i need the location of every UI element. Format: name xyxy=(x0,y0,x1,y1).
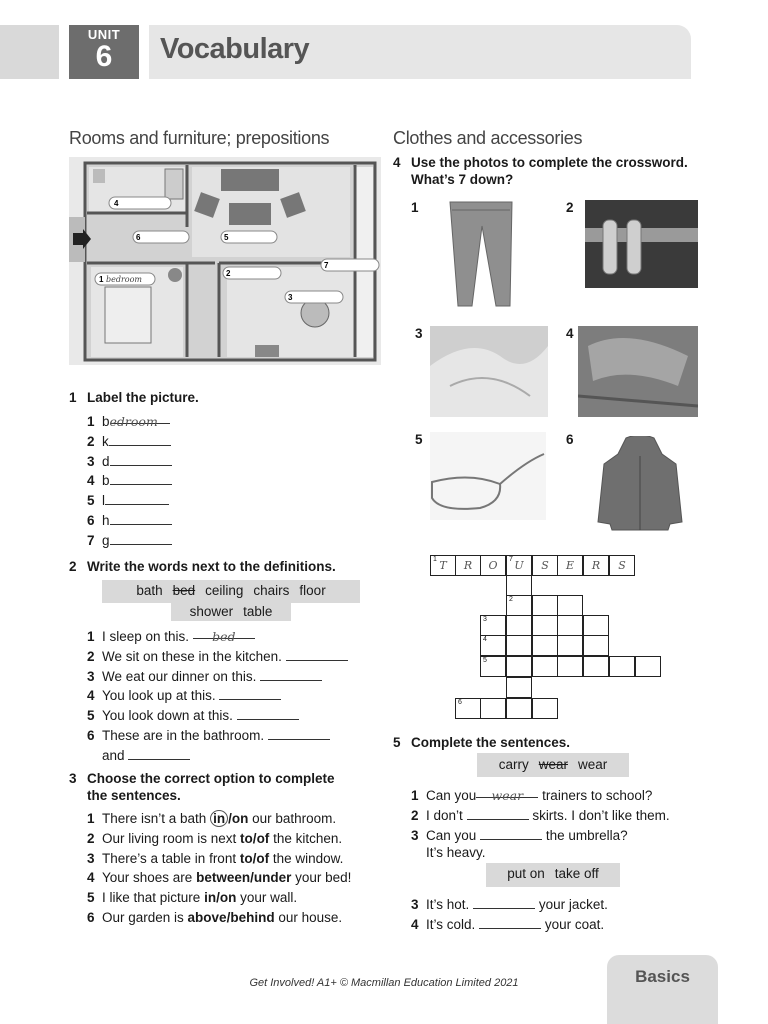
exercise-5-heading xyxy=(393,735,570,750)
floorplan-label-6: 6 xyxy=(136,233,141,242)
list-item: 4 Your shoes are between/under your bed! xyxy=(87,870,352,886)
crossword-cell[interactable]: 6 xyxy=(455,698,481,719)
list-item: 4 b xyxy=(87,471,172,491)
copyright-credit: Get Involved! A1+ © Macmillan Education Limited 2021 xyxy=(249,977,519,989)
list-item: 1 Can you wear trainers to school? xyxy=(411,788,653,803)
list-item: 3 We eat our dinner on this. xyxy=(87,667,348,687)
exercise-2-instruction: Write the words next to the definitions. xyxy=(87,559,336,574)
exercise-2-heading xyxy=(69,559,336,574)
exercise-1-heading xyxy=(69,390,199,405)
option[interactable]: in xyxy=(204,890,217,906)
crossword-cell[interactable] xyxy=(506,698,532,719)
crossword-cell[interactable] xyxy=(532,698,558,719)
crossword-cell[interactable] xyxy=(532,635,558,656)
list-item: 4 You look up at this. xyxy=(87,686,348,706)
crossword-cell[interactable]: S xyxy=(609,555,635,576)
word-take-off: take off xyxy=(554,866,599,881)
answer-field[interactable] xyxy=(110,533,172,545)
option[interactable]: on xyxy=(219,890,237,906)
exercise-3-heading xyxy=(69,770,335,804)
unit-label: UNIT xyxy=(87,27,121,42)
floorplan-label-5: 5 xyxy=(224,233,229,242)
zip-photo xyxy=(585,200,698,288)
list-item: 6 h xyxy=(87,511,172,531)
exercise-3-list xyxy=(87,809,351,928)
option[interactable]: under xyxy=(253,870,292,886)
photo-label-1: 1 xyxy=(411,200,419,215)
crossword-cell[interactable] xyxy=(506,575,532,596)
word-ceiling: ceiling xyxy=(205,583,244,598)
answer-field[interactable] xyxy=(110,473,172,485)
exercise-4-instruction-line2: What’s 7 down? xyxy=(411,172,514,187)
crossword-cell[interactable]: 3 xyxy=(480,615,506,636)
pocket-photo xyxy=(578,326,698,417)
crossword-cell[interactable]: E xyxy=(557,555,583,576)
list-item: 6 Our garden is above/behind our house. xyxy=(87,909,343,925)
crossword-cell[interactable]: O xyxy=(480,555,506,576)
crossword-cell[interactable] xyxy=(557,656,583,677)
crossword-cell[interactable]: S xyxy=(532,555,558,576)
list-item: 3 Can you the umbrella? xyxy=(411,827,628,843)
word-bath: bath xyxy=(136,583,163,598)
crossword-cell[interactable]: 7 U xyxy=(506,555,532,576)
collar-photo xyxy=(430,326,548,417)
section-title-clothes: Clothes and accessories xyxy=(393,128,583,148)
exercise-1-list xyxy=(87,412,172,551)
option[interactable]: above xyxy=(187,909,227,925)
exercise-2-number: 2 xyxy=(69,559,77,574)
list-item: 4 It’s cold. your coat. xyxy=(411,916,605,932)
floorplan-label-1: 1 xyxy=(99,275,104,284)
floorplan-label-7: 7 xyxy=(324,261,329,270)
crossword-cell[interactable] xyxy=(480,698,506,719)
photo-label-4: 4 xyxy=(566,326,574,341)
crossword-cell[interactable]: 5 xyxy=(480,656,506,677)
crossword-cell[interactable]: 4 xyxy=(480,635,506,656)
answer-field[interactable] xyxy=(109,434,171,446)
list-item: 2 We sit on these in the kitchen. xyxy=(87,647,348,667)
word-bed: bed xyxy=(172,583,196,598)
exercise-4-number: 4 xyxy=(393,155,401,170)
crossword-cell[interactable] xyxy=(583,656,609,677)
word-floor: floor xyxy=(299,583,326,598)
option[interactable]: behind xyxy=(230,909,275,925)
unit-number: 6 xyxy=(95,40,113,73)
exercise-1-number: 1 xyxy=(69,390,77,405)
list-item: 6 These are in the bathroom. xyxy=(87,726,348,746)
option[interactable]: of xyxy=(256,850,270,866)
glasses-photo xyxy=(430,432,546,520)
answer-field[interactable] xyxy=(110,454,172,466)
answer-field[interactable]: bed xyxy=(193,627,255,639)
floorplan-illustration xyxy=(69,157,381,365)
answer-field[interactable] xyxy=(260,669,322,681)
crossword-cell[interactable] xyxy=(583,615,609,636)
exercise-5-number: 5 xyxy=(393,735,401,750)
list-item: 3 There’s a table in front to/of the window. xyxy=(87,850,344,866)
crossword-cell[interactable] xyxy=(532,615,558,636)
floorplan-label-2: 2 xyxy=(226,269,231,278)
crossword-cell[interactable] xyxy=(557,615,583,636)
exercise-4-instruction: Use the photos to complete the crossword. xyxy=(411,155,688,170)
answer-field[interactable] xyxy=(128,748,190,760)
crossword-cell[interactable]: 1 T xyxy=(430,555,456,576)
header-side-block xyxy=(0,25,59,79)
word-shower: shower xyxy=(189,604,234,619)
answer-field[interactable] xyxy=(268,728,330,740)
exercise-3-instruction: Choose the correct option to complete xyxy=(87,771,335,786)
option[interactable]: to xyxy=(240,830,253,846)
photo-label-3: 3 xyxy=(415,326,423,341)
photo-label-6: 6 xyxy=(566,432,574,447)
crossword-cell[interactable] xyxy=(609,656,635,677)
crossword-cell[interactable] xyxy=(532,595,558,616)
list-item: 5 You look down at this. xyxy=(87,706,348,726)
crossword-cell[interactable] xyxy=(506,615,532,636)
word-box-3 xyxy=(477,753,629,777)
exercise-5-list-1 xyxy=(411,786,670,860)
option[interactable]: to xyxy=(239,850,253,866)
page-title: Vocabulary xyxy=(160,33,310,65)
list-item: 5 l xyxy=(87,491,172,511)
word-box-2 xyxy=(171,603,291,621)
list-item-continued: It’s heavy. xyxy=(426,845,486,861)
list-item: 1 I sleep on this. bed xyxy=(87,627,348,647)
trousers-photo xyxy=(440,200,520,308)
list-item-continued: and xyxy=(87,746,348,766)
crossword-cell[interactable] xyxy=(557,595,583,616)
crossword-cell[interactable]: R xyxy=(455,555,481,576)
list-item: 7 g xyxy=(87,531,172,551)
crossword-cell[interactable] xyxy=(506,677,532,698)
exercise-3-number: 3 xyxy=(69,771,77,786)
list-item: 5 I like that picture in/on your wall. xyxy=(87,890,298,906)
word-put-on: put on xyxy=(507,866,545,881)
crossword-cell[interactable] xyxy=(583,635,609,656)
answer-field[interactable] xyxy=(479,917,541,929)
answer-field[interactable]: wear xyxy=(476,786,538,798)
photo-label-5: 5 xyxy=(415,432,423,447)
option-circled[interactable]: in xyxy=(210,810,228,827)
floorplan-label-1-answer: bedroom xyxy=(106,275,143,284)
exercise-2-list xyxy=(87,627,348,766)
floorplan-label-4: 4 xyxy=(114,199,119,208)
crossword-cell[interactable]: R xyxy=(583,555,609,576)
crossword-cell[interactable] xyxy=(532,656,558,677)
list-item: 3 d xyxy=(87,452,172,472)
list-item: 3 It’s hot. your jacket. xyxy=(411,897,608,912)
coat-photo xyxy=(596,436,684,532)
option[interactable]: on xyxy=(231,811,249,826)
answer-field[interactable]: edroom xyxy=(110,412,170,424)
floorplan-label-3: 3 xyxy=(288,293,293,302)
answer-field[interactable] xyxy=(110,513,172,525)
exercise-4-heading xyxy=(393,154,688,188)
list-item: 2 I don’t skirts. I don’t like them. xyxy=(411,807,670,823)
answer-field[interactable] xyxy=(219,688,281,700)
crossword-cell[interactable]: 2 xyxy=(506,595,532,616)
answer-field[interactable] xyxy=(237,708,299,720)
exercise-5-instruction: Complete the sentences. xyxy=(411,735,571,750)
word-chairs: chairs xyxy=(253,583,290,598)
answer-field[interactable] xyxy=(473,897,535,909)
unit-badge xyxy=(69,25,139,79)
crossword-cell[interactable] xyxy=(557,635,583,656)
option[interactable]: between xyxy=(196,870,251,886)
word-wear-crossed: wear xyxy=(538,757,568,772)
crossword-cell[interactable] xyxy=(506,635,532,656)
crossword-cell[interactable] xyxy=(506,656,532,677)
word-carry: carry xyxy=(498,757,529,772)
word-wear: wear xyxy=(578,757,608,772)
list-item: 2 Our living room is next to/of the kitchen. xyxy=(87,830,343,846)
exercise-5-list-2 xyxy=(411,895,608,935)
list-item: 2 k xyxy=(87,432,172,452)
list-item: 1 bedroom xyxy=(87,412,172,432)
answer-field[interactable] xyxy=(105,493,169,505)
list-item: 1 There isn’t a bath in /on our bathroom. xyxy=(87,811,337,826)
word-table: table xyxy=(243,604,273,619)
word-box-4 xyxy=(486,863,620,887)
answer-field[interactable] xyxy=(480,828,542,840)
crossword-cell[interactable] xyxy=(635,656,661,677)
basics-tab: Basics xyxy=(607,955,718,1024)
exercise-3-instruction-line2: the sentences. xyxy=(87,788,181,803)
answer-field[interactable] xyxy=(467,808,529,820)
photo-label-2: 2 xyxy=(566,200,574,215)
word-box-1 xyxy=(102,580,360,603)
section-title-rooms: Rooms and furniture; prepositions xyxy=(69,128,330,148)
answer-field[interactable] xyxy=(286,649,348,661)
exercise-1-instruction: Label the picture. xyxy=(87,390,199,405)
option[interactable]: of xyxy=(256,830,270,846)
